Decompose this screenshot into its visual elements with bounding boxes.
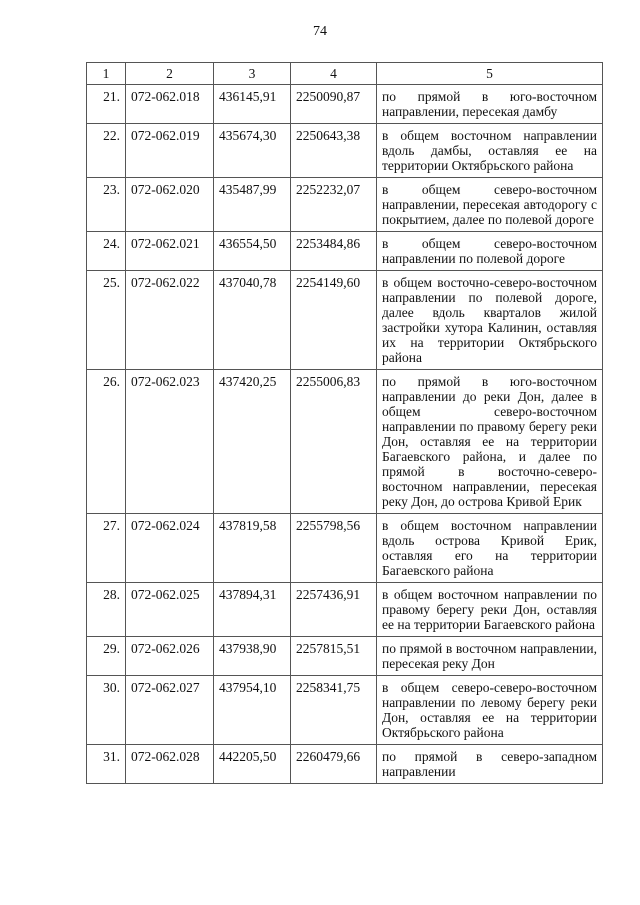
boundary-description: в общем восточно-северо-восточном направлении по полевой дороге, далее вдоль кварталов жилой застройки хутора Калинин, оставляя их на территории Октябрьского района: [377, 271, 603, 370]
coordinate-y: 2255798,56: [291, 514, 377, 583]
point-code: 072-062.019: [126, 124, 214, 178]
coordinate-x: 442205,50: [214, 745, 291, 784]
row-number: 28.: [87, 583, 126, 637]
point-code: 072-062.026: [126, 637, 214, 676]
row-number: 25.: [87, 271, 126, 370]
coordinate-x: 435674,30: [214, 124, 291, 178]
row-number: 23.: [87, 178, 126, 232]
table-row: [87, 178, 603, 232]
column-header: 2: [126, 63, 214, 85]
boundary-description: в общем восточном направлении по правому берегу реки Дон, оставляя ее на территории Багаевского района: [377, 583, 603, 637]
coordinate-y: 2255006,83: [291, 370, 377, 514]
point-code: 072-062.021: [126, 232, 214, 271]
row-number: 24.: [87, 232, 126, 271]
boundary-description: в общем восточном направлении вдоль дамбы, оставляя ее на территории Октябрьского района: [377, 124, 603, 178]
boundary-table: [86, 62, 603, 784]
boundary-description: в общем северо-северо-восточном направлении по левому берегу реки Дон, оставляя ее на территории Октябрьского района: [377, 676, 603, 745]
coordinate-y: 2252232,07: [291, 178, 377, 232]
table-row: [87, 637, 603, 676]
point-code: 072-062.023: [126, 370, 214, 514]
coordinate-x: 436554,50: [214, 232, 291, 271]
column-header: 5: [377, 63, 603, 85]
boundary-description: по прямой в юго-восточном направлении до реки Дон, далее в общем северо-восточном направлении по правому берегу реки Дон, оставляя ее на территории Багаевского района, и далее по прямой в восточно-северо-восточном направлении, пересекая реку Дон, до острова Кривой Ерик: [377, 370, 603, 514]
table-row: [87, 271, 603, 370]
point-code: 072-062.025: [126, 583, 214, 637]
coordinate-x: 437819,58: [214, 514, 291, 583]
table-row: [87, 232, 603, 271]
coordinate-x: 437938,90: [214, 637, 291, 676]
boundary-description: в общем восточном направлении вдоль острова Кривой Ерик, оставляя его на территории Багаевского района: [377, 514, 603, 583]
column-header: 1: [87, 63, 126, 85]
coordinate-x: 435487,99: [214, 178, 291, 232]
column-header: 4: [291, 63, 377, 85]
page-number: 74: [313, 24, 327, 39]
row-number: 26.: [87, 370, 126, 514]
boundary-description: в общем северо-восточном направлении, пересекая автодорогу с покрытием, далее по полевой дороге: [377, 178, 603, 232]
point-code: 072-062.028: [126, 745, 214, 784]
row-number: 21.: [87, 85, 126, 124]
point-code: 072-062.020: [126, 178, 214, 232]
boundary-description: в общем северо-восточном направлении по полевой дороге: [377, 232, 603, 271]
row-number: 22.: [87, 124, 126, 178]
row-number: 27.: [87, 514, 126, 583]
header-row: [87, 63, 603, 85]
coordinate-y: 2254149,60: [291, 271, 377, 370]
point-code: 072-062.024: [126, 514, 214, 583]
coordinate-y: 2250643,38: [291, 124, 377, 178]
point-code: 072-062.018: [126, 85, 214, 124]
table-row: [87, 370, 603, 514]
coordinate-x: 436145,91: [214, 85, 291, 124]
row-number: 29.: [87, 637, 126, 676]
column-header: 3: [214, 63, 291, 85]
coordinate-y: 2260479,66: [291, 745, 377, 784]
point-code: 072-062.022: [126, 271, 214, 370]
table-row: [87, 745, 603, 784]
row-number: 31.: [87, 745, 126, 784]
coordinate-y: 2253484,86: [291, 232, 377, 271]
table-row: [87, 124, 603, 178]
boundary-description: по прямой в восточном направлении, пересекая реку Дон: [377, 637, 603, 676]
boundary-description: по прямой в юго-восточном направлении, пересекая дамбу: [377, 85, 603, 124]
coordinate-x: 437894,31: [214, 583, 291, 637]
coordinate-x: 437954,10: [214, 676, 291, 745]
coordinate-y: 2250090,87: [291, 85, 377, 124]
boundary-description: по прямой в северо-западном направлении: [377, 745, 603, 784]
table-row: [87, 583, 603, 637]
coordinate-x: 437420,25: [214, 370, 291, 514]
coordinate-y: 2257815,51: [291, 637, 377, 676]
table-row: [87, 676, 603, 745]
row-number: 30.: [87, 676, 126, 745]
coordinate-x: 437040,78: [214, 271, 291, 370]
coordinate-y: 2257436,91: [291, 583, 377, 637]
point-code: 072-062.027: [126, 676, 214, 745]
coordinate-y: 2258341,75: [291, 676, 377, 745]
table-row: [87, 514, 603, 583]
table-row: [87, 85, 603, 124]
